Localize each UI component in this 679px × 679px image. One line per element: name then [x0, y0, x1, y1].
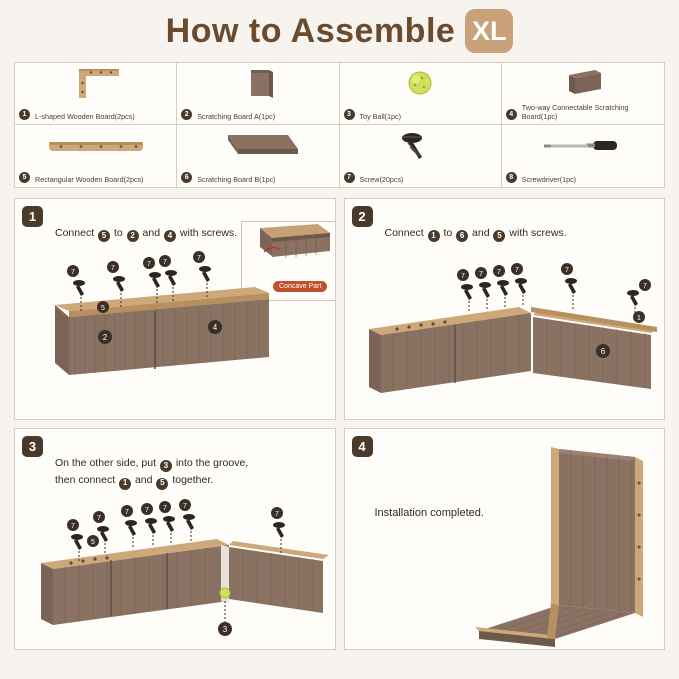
step3-t5: and: [132, 474, 156, 487]
step1-t0: Connect: [55, 227, 98, 239]
part-item-5: [15, 125, 177, 187]
svg-text:7: 7: [163, 259, 167, 266]
step1-assembly-art: [15, 199, 335, 419]
svg-text:7: 7: [97, 515, 101, 522]
step-panel-3: [14, 428, 336, 650]
svg-text:3: 3: [222, 625, 228, 634]
step1-bullet-5: 5: [98, 230, 110, 242]
step-panel-1: [14, 198, 336, 420]
step1-bullet-2: 2: [127, 230, 139, 242]
steps-grid: [14, 198, 665, 650]
svg-text:2: 2: [102, 333, 108, 342]
step4-finished-art: [345, 429, 665, 649]
svg-text:6: 6: [600, 347, 605, 356]
svg-text:5: 5: [91, 539, 95, 546]
part-label-3: Toy Ball(1pc): [359, 111, 402, 121]
step2-t0: Connect: [384, 227, 427, 239]
step2-bullet-6: 6: [456, 230, 468, 242]
page-title-row: [14, 0, 665, 62]
part-label-4: Two-way Connectable Scratching Board(1pc): [521, 103, 629, 121]
step2-bullet-1: 1: [428, 230, 440, 242]
part-item-1: [15, 63, 177, 125]
part-number-2: 2: [181, 109, 192, 120]
part-number-6: 6: [181, 172, 192, 183]
svg-text:4: 4: [212, 323, 218, 332]
step-text-4: Installation completed.: [374, 507, 484, 519]
part-item-6: [177, 125, 339, 187]
svg-text:7: 7: [460, 273, 465, 280]
part-label-5: Rectangular Wooden Board(2pcs): [35, 174, 144, 184]
step3-bullet-5: 5: [156, 478, 168, 490]
screwdriver-icon: [502, 129, 664, 163]
step2-bullet-5: 5: [493, 230, 505, 242]
part-item-2: [177, 63, 339, 125]
step-number-3: 3: [22, 436, 43, 457]
toy-ball-icon: [340, 67, 501, 101]
concave-part-label: Concave Part: [273, 281, 327, 292]
svg-text:7: 7: [71, 269, 75, 276]
step1-t6: with screws.: [176, 227, 238, 239]
step-number-1: 1: [22, 206, 43, 227]
part-number-7: 7: [344, 172, 355, 183]
scratching-board-a-icon: [177, 67, 338, 101]
l-shaped-board-icon: [15, 67, 176, 101]
screw-icon: [340, 129, 501, 163]
svg-text:7: 7: [163, 505, 167, 512]
step3-t3: then connect: [55, 474, 119, 487]
step2-t4: and: [469, 227, 493, 239]
svg-text:7: 7: [71, 523, 75, 530]
step-panel-4: [344, 428, 666, 650]
part-number-1: 1: [19, 109, 30, 120]
part-item-4: [502, 63, 664, 125]
part-item-8: [502, 125, 664, 187]
svg-text:7: 7: [147, 261, 151, 268]
page-title: How to Assemble: [165, 11, 456, 50]
step-number-2: 2: [352, 206, 373, 227]
svg-text:7: 7: [496, 269, 501, 276]
step2-assembly-art: [345, 199, 665, 419]
step2-t6: with screws.: [506, 227, 567, 239]
step1-t2: to: [111, 227, 126, 239]
part-label-6: Scratching Board B(1pc): [197, 174, 276, 184]
step2-t2: to: [440, 227, 456, 239]
svg-text:7: 7: [275, 511, 279, 518]
svg-text:7: 7: [478, 271, 483, 278]
svg-text:7: 7: [183, 503, 187, 510]
size-badge: XL: [465, 9, 513, 53]
svg-text:5: 5: [101, 305, 105, 312]
svg-text:1: 1: [636, 315, 641, 322]
step3-t7: together.: [169, 474, 214, 487]
step3-assembly-art: [15, 429, 335, 649]
part-label-2: Scratching Board A(1pc): [197, 111, 276, 121]
part-label-8: Screwdriver(1pc): [521, 174, 577, 184]
svg-text:7: 7: [125, 509, 129, 516]
svg-text:7: 7: [642, 283, 647, 290]
step3-t2: into the groove,: [172, 457, 249, 469]
step1-bullet-4: 4: [164, 230, 176, 242]
rectangular-board-icon: [15, 129, 176, 163]
svg-text:7: 7: [564, 267, 569, 274]
step-number-4: 4: [352, 436, 373, 457]
svg-text:7: 7: [197, 255, 201, 262]
step3-bullet-3: 3: [160, 460, 172, 472]
part-item-7: [340, 125, 502, 187]
step3-t0: On the other side, put: [55, 457, 159, 469]
part-item-3: [340, 63, 502, 125]
scratching-board-b-icon: [177, 129, 338, 163]
step3-bullet-1: 1: [119, 478, 131, 490]
part-label-7: Screw(20pcs): [359, 174, 404, 184]
parts-list: [14, 62, 665, 188]
part-number-3: 3: [344, 109, 355, 120]
step-panel-2: [344, 198, 666, 420]
part-number-4: 4: [506, 109, 517, 120]
svg-text:7: 7: [145, 507, 149, 514]
part-number-8: 8: [506, 172, 517, 183]
svg-text:7: 7: [111, 265, 115, 272]
step1-t4: and: [139, 227, 163, 239]
svg-text:7: 7: [514, 267, 519, 274]
part-label-1: L-shaped Wooden Board(2pcs): [35, 111, 135, 121]
part-number-5: 5: [19, 172, 30, 183]
two-way-board-icon: [502, 67, 664, 101]
